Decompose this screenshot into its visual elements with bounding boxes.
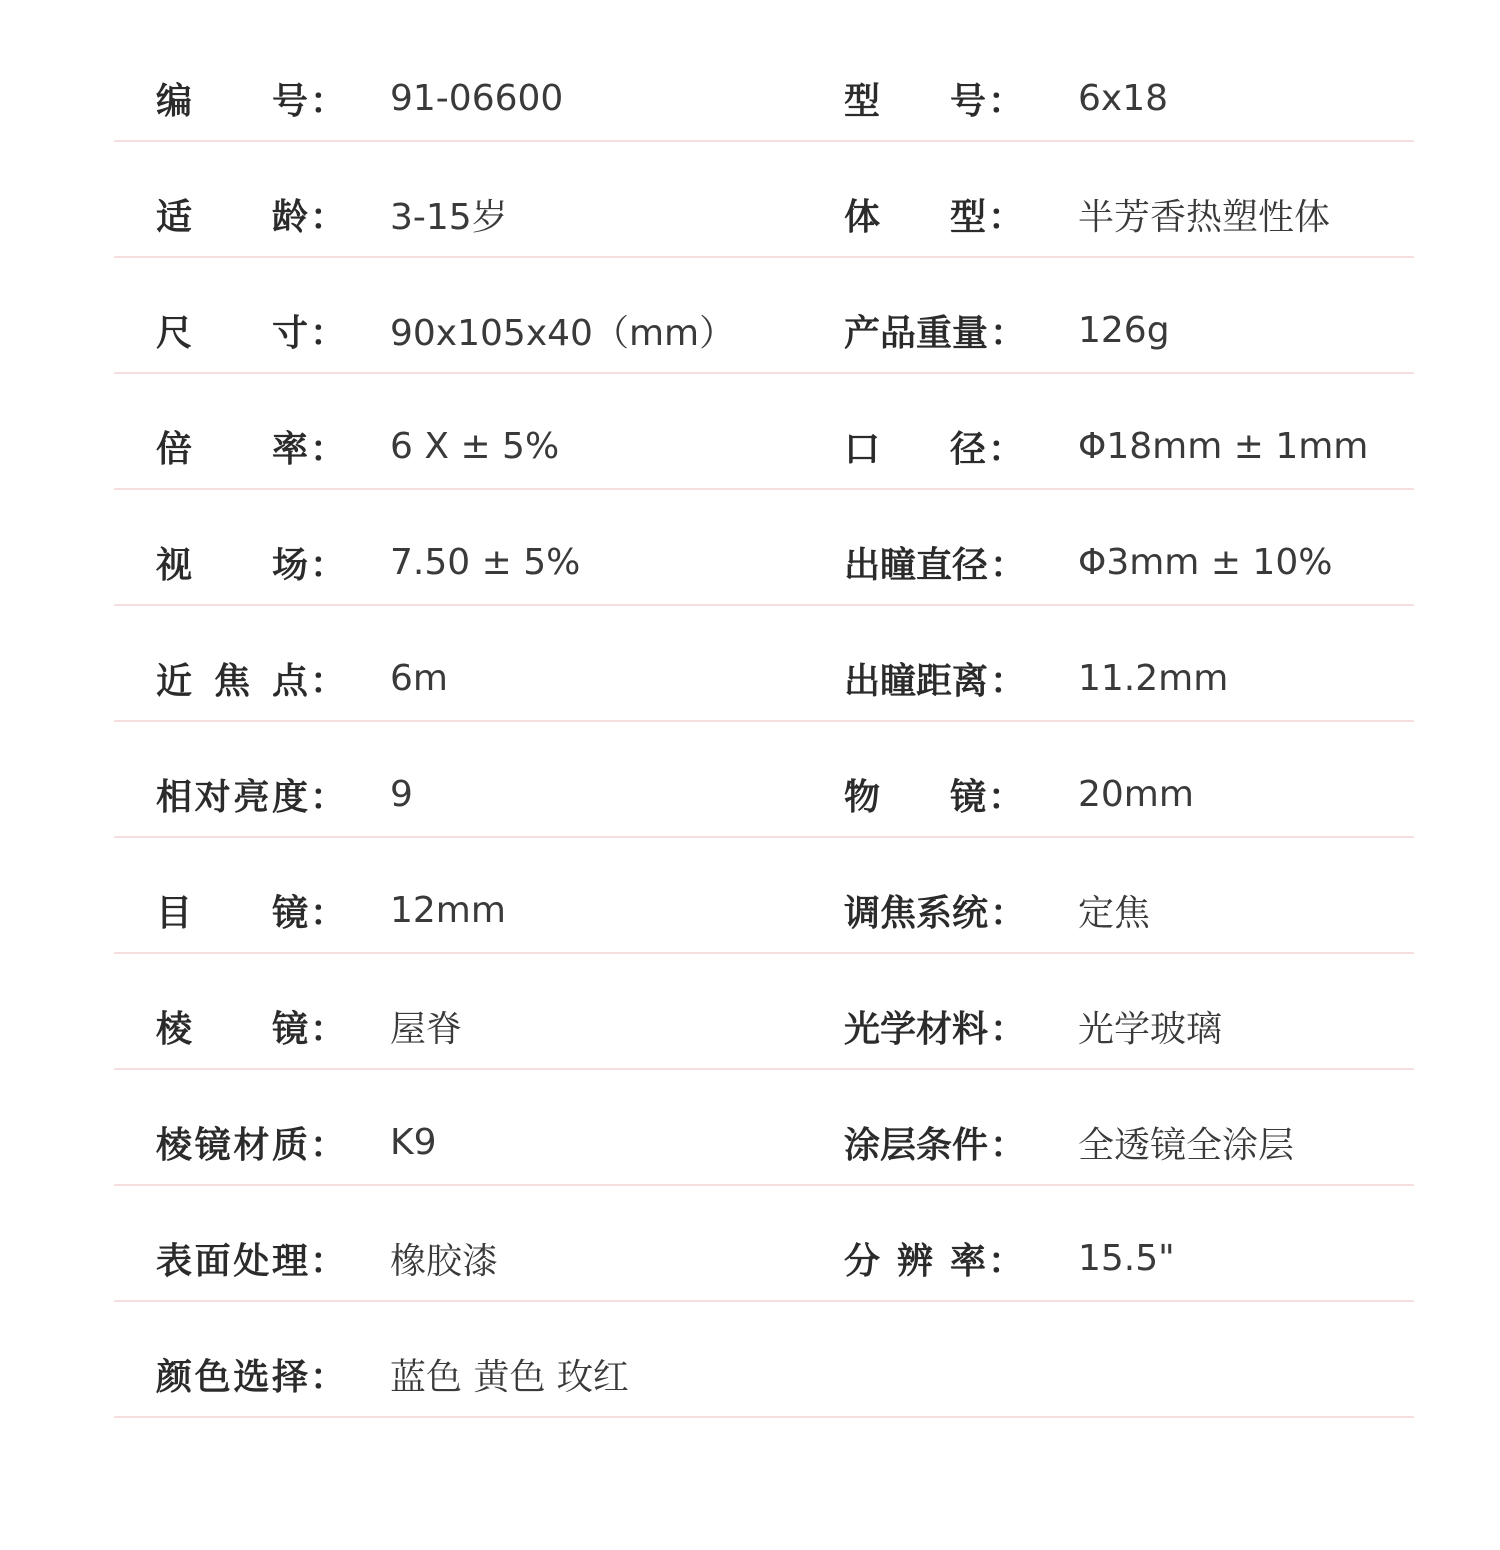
spec-row bbox=[114, 490, 1414, 606]
spec-row bbox=[114, 258, 1414, 374]
spec-label-colon: ： bbox=[309, 1240, 346, 1282]
spec-row bbox=[114, 606, 1414, 722]
spec-label-text: 光学材料 bbox=[844, 1008, 989, 1050]
spec-label-right bbox=[844, 996, 1027, 1056]
spec-label-left bbox=[156, 1112, 346, 1172]
spec-label-right bbox=[844, 648, 1027, 708]
spec-row bbox=[114, 142, 1414, 258]
spec-value-right: 全透镜全涂层 bbox=[1078, 1124, 1295, 1166]
spec-label-right bbox=[844, 880, 1027, 940]
spec-row bbox=[114, 838, 1414, 954]
spec-value-left: 91-06600 bbox=[390, 77, 564, 119]
spec-label-text: 编号 bbox=[156, 80, 308, 122]
spec-label-colon: ： bbox=[309, 892, 346, 934]
spec-row bbox=[114, 374, 1414, 490]
spec-value-left: K9 bbox=[390, 1121, 437, 1163]
spec-label-text: 棱镜材质 bbox=[156, 1124, 308, 1166]
spec-value-right: 15.5" bbox=[1078, 1237, 1175, 1279]
spec-label-text: 型号 bbox=[844, 80, 986, 122]
spec-label-left bbox=[156, 416, 346, 476]
spec-label-right bbox=[844, 416, 1024, 476]
spec-label-text: 体型 bbox=[844, 196, 986, 238]
spec-label-colon: ： bbox=[990, 312, 1027, 354]
spec-row bbox=[114, 1186, 1414, 1302]
spec-value-left: 6 X ± 5% bbox=[390, 425, 560, 467]
spec-row bbox=[114, 722, 1414, 838]
spec-label-colon: ： bbox=[987, 80, 1024, 122]
spec-value-left: 屋脊 bbox=[390, 1008, 463, 1050]
spec-label-colon: ： bbox=[987, 428, 1024, 470]
spec-label-text: 颜色选择 bbox=[156, 1356, 308, 1398]
spec-label-right bbox=[844, 1228, 1024, 1288]
spec-row bbox=[114, 26, 1414, 142]
spec-label-left bbox=[156, 300, 346, 360]
spec-value-left: 12mm bbox=[390, 889, 506, 931]
spec-label-right bbox=[844, 764, 1024, 824]
spec-label-left bbox=[156, 68, 346, 128]
spec-label-colon: ： bbox=[990, 1008, 1027, 1050]
spec-label-text: 相对亮度 bbox=[156, 776, 308, 818]
spec-label-text: 产品重量 bbox=[844, 312, 989, 354]
spec-label-text: 出瞳距离 bbox=[844, 660, 989, 702]
spec-label-colon: ： bbox=[309, 312, 346, 354]
spec-label-colon: ： bbox=[990, 1124, 1027, 1166]
spec-label-text: 倍率 bbox=[156, 428, 308, 470]
spec-row bbox=[114, 954, 1414, 1070]
spec-label-text: 口径 bbox=[844, 428, 986, 470]
spec-table bbox=[114, 26, 1414, 1418]
spec-label-colon: ： bbox=[309, 196, 346, 238]
spec-value-right: Φ18mm ± 1mm bbox=[1078, 425, 1369, 467]
spec-value-left: 蓝色 黄色 玫红 bbox=[390, 1356, 629, 1398]
spec-label-colon: ： bbox=[309, 660, 346, 702]
spec-label-colon: ： bbox=[309, 776, 346, 818]
spec-value-left: 9 bbox=[390, 773, 413, 815]
spec-label-colon: ： bbox=[987, 1240, 1024, 1282]
spec-value-right: 光学玻璃 bbox=[1078, 1008, 1223, 1050]
spec-value-right: 11.2mm bbox=[1078, 657, 1229, 699]
spec-label-right bbox=[844, 184, 1024, 244]
spec-label-left bbox=[156, 996, 346, 1056]
spec-row bbox=[114, 1070, 1414, 1186]
spec-label-colon: ： bbox=[990, 660, 1027, 702]
spec-value-left: 橡胶漆 bbox=[390, 1240, 499, 1282]
spec-label-text: 棱镜 bbox=[156, 1008, 308, 1050]
spec-label-colon: ： bbox=[990, 892, 1027, 934]
spec-value-left: 7.50 ± 5% bbox=[390, 541, 581, 583]
spec-label-text: 出瞳直径 bbox=[844, 544, 989, 586]
spec-label-text: 适龄 bbox=[156, 196, 308, 238]
spec-value-right: 定焦 bbox=[1078, 892, 1151, 934]
spec-value-left: 3-15岁 bbox=[390, 196, 508, 238]
spec-label-text: 目镜 bbox=[156, 892, 308, 934]
spec-value-right: 半芳香热塑性体 bbox=[1078, 196, 1331, 238]
spec-label-left bbox=[156, 764, 346, 824]
spec-label-left bbox=[156, 880, 346, 940]
spec-label-text: 调焦系统 bbox=[844, 892, 989, 934]
spec-label-text: 物镜 bbox=[844, 776, 986, 818]
spec-value-left: 6m bbox=[390, 657, 448, 699]
spec-label-colon: ： bbox=[990, 544, 1027, 586]
spec-label-colon: ： bbox=[309, 1008, 346, 1050]
spec-label-colon: ： bbox=[309, 1124, 346, 1166]
spec-value-right: 6x18 bbox=[1078, 77, 1169, 119]
spec-label-colon: ： bbox=[309, 544, 346, 586]
spec-label-text: 视场 bbox=[156, 544, 308, 586]
spec-label-colon: ： bbox=[987, 196, 1024, 238]
spec-label-right bbox=[844, 300, 1027, 360]
spec-label-text: 表面处理 bbox=[156, 1240, 308, 1282]
spec-label-text: 涂层条件 bbox=[844, 1124, 989, 1166]
spec-label-right bbox=[844, 532, 1027, 592]
spec-label-text: 近焦点 bbox=[156, 660, 308, 702]
spec-label-colon: ： bbox=[309, 80, 346, 122]
spec-label-colon: ： bbox=[309, 428, 346, 470]
spec-label-text: 分辨率 bbox=[844, 1240, 986, 1282]
spec-label-left bbox=[156, 648, 346, 708]
spec-label-left bbox=[156, 532, 346, 592]
spec-label-right bbox=[844, 1112, 1027, 1172]
spec-value-right: 126g bbox=[1078, 309, 1170, 351]
spec-value-right: Φ3mm ± 10% bbox=[1078, 541, 1333, 583]
spec-label-text: 尺寸 bbox=[156, 312, 308, 354]
spec-label-left bbox=[156, 1228, 346, 1288]
spec-value-left: 90x105x40（mm） bbox=[390, 312, 736, 354]
spec-value-right: 20mm bbox=[1078, 773, 1194, 815]
spec-label-colon: ： bbox=[309, 1356, 346, 1398]
spec-label-right bbox=[844, 68, 1024, 128]
spec-label-left bbox=[156, 1344, 346, 1404]
spec-row bbox=[114, 1302, 1414, 1418]
spec-label-left bbox=[156, 184, 346, 244]
spec-label-colon: ： bbox=[987, 776, 1024, 818]
